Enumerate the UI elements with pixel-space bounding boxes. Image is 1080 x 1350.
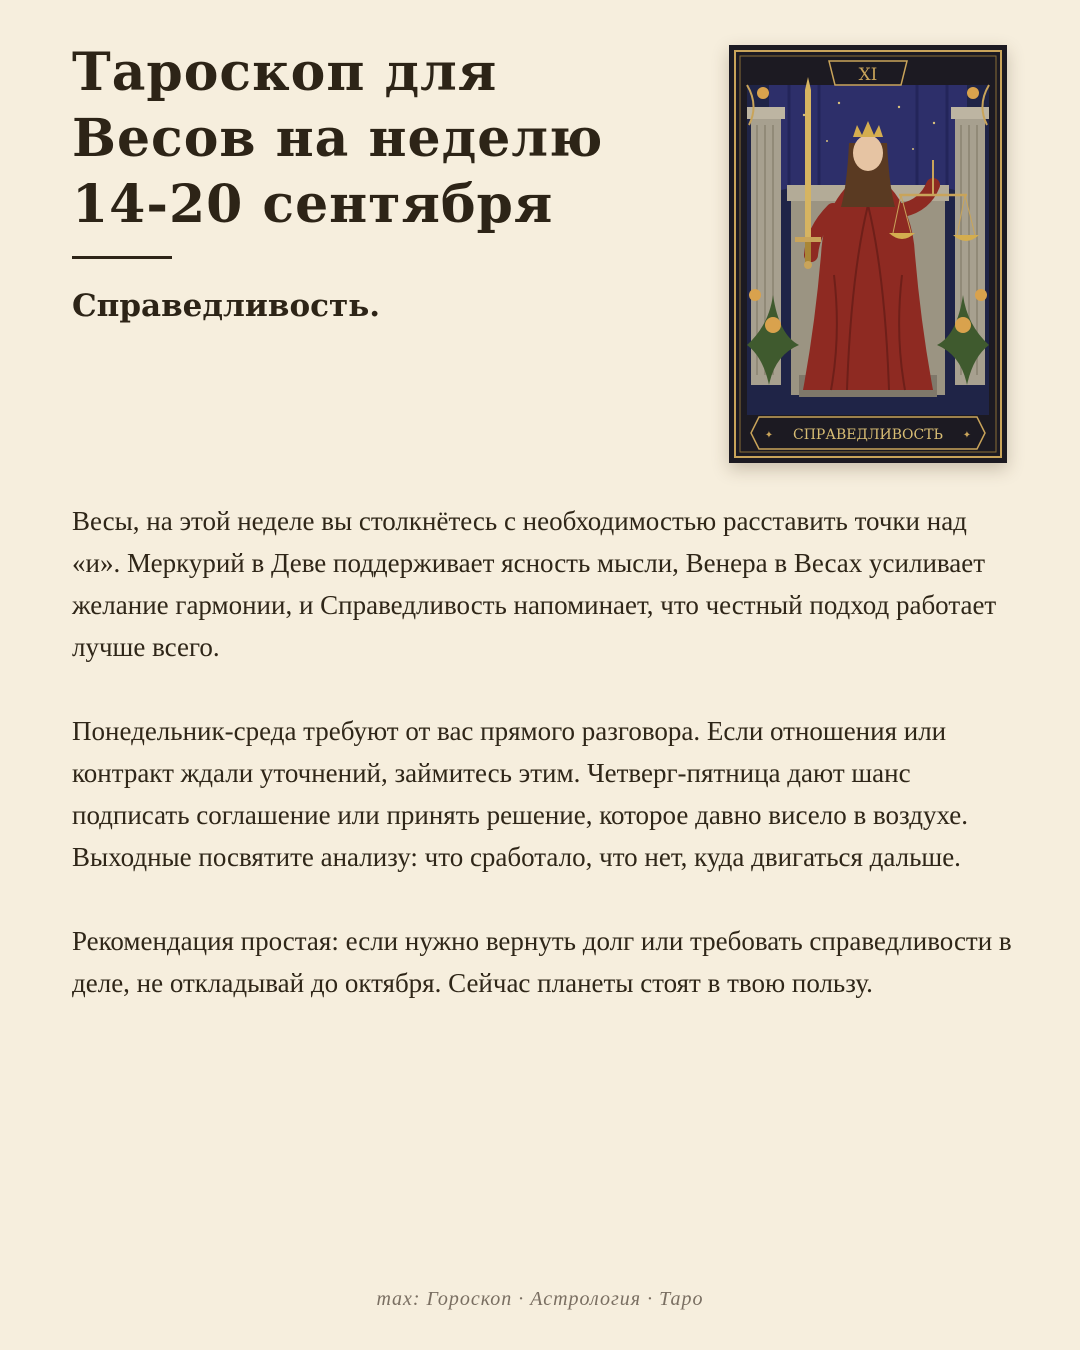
card-ornament-right: ✦	[962, 430, 972, 441]
footer-credit: max: Гороскоп · Астрология · Таро	[376, 1288, 704, 1310]
title-divider	[72, 256, 172, 259]
tarot-card-image	[729, 45, 1007, 463]
card-name: СПРАВЕДЛИВОСТЬ	[793, 427, 943, 443]
justice-card-illustration	[729, 45, 1007, 463]
paragraph-week-plan: Понедельник-среда требуют от вас прямого разговора. Если отношения или контракт ждали уточнений, займитесь этим. Четверг-пятница дают шанс подписать соглашение или принять решение, которое давно висело в воздухе. Выходные посвятите анализу: что сработало, что нет, куда двигаться дальше.	[72, 716, 969, 872]
page-title: Тароскоп для Весов на неделю 14-20 сентября	[72, 42, 604, 235]
card-ornament-left: ✦	[764, 430, 774, 441]
horoscope-text	[72, 500, 1012, 1046]
paragraph-intro: Весы, на этой неделе вы столкнётесь с необходимостью расставить точки над «и». Меркурий в Деве поддерживает ясность мысли, Венера в Весах усиливает желание гармонии, и Справедливость напоминает, что честный подход работает лучше всего.	[72, 506, 997, 662]
card-numeral: XI	[858, 65, 878, 85]
card-name-heading: Справедливость.	[72, 288, 381, 324]
paragraph-recommendation: Рекомендация простая: если нужно вернуть долг или требовать справедливости в деле, не откладывай до октября. Сейчас планеты стоят в твою пользу.	[72, 926, 1012, 998]
